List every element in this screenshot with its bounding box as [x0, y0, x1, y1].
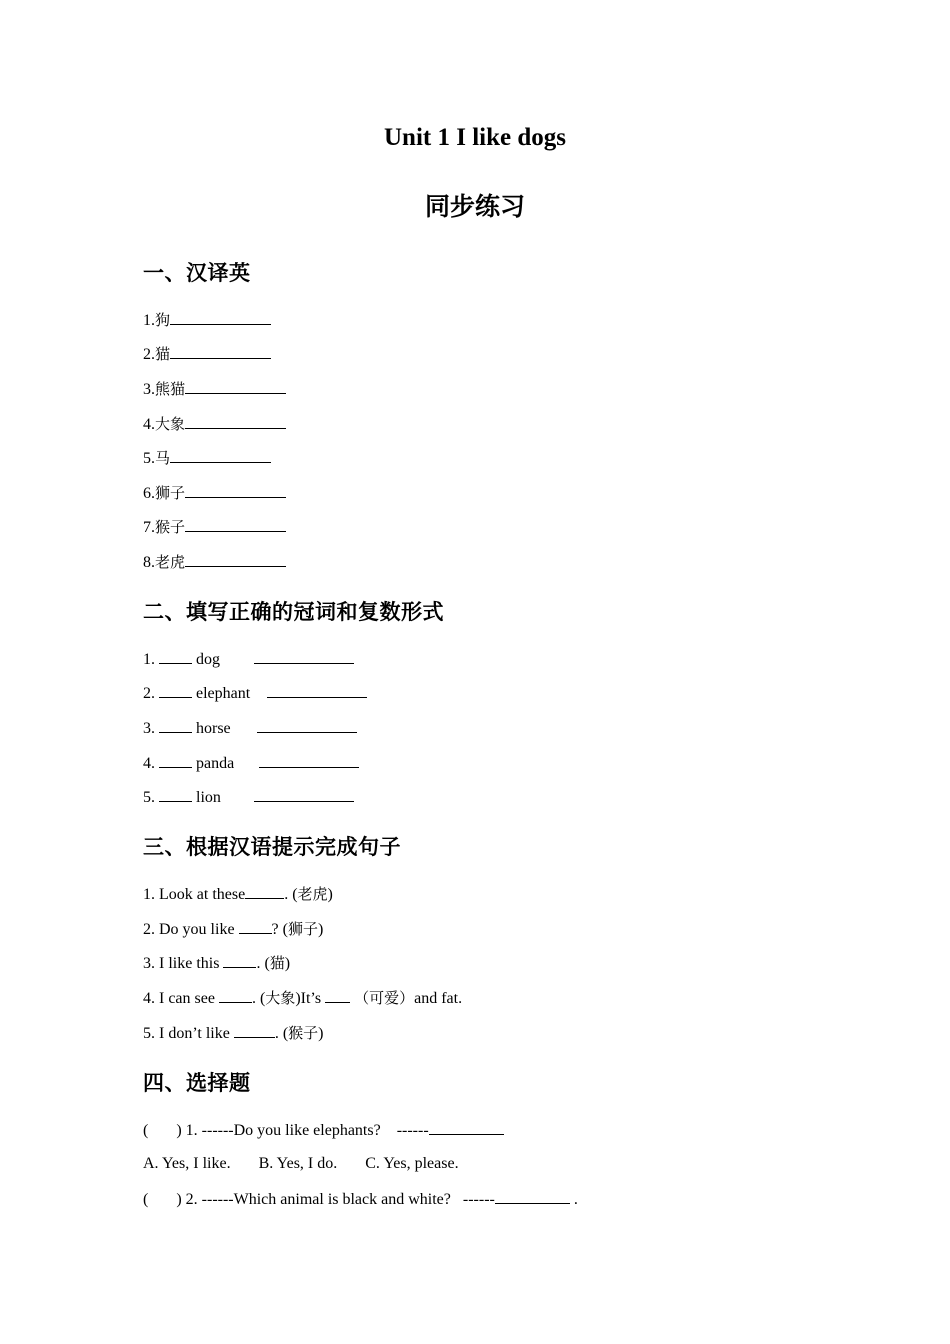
article-blank[interactable]: [159, 787, 192, 802]
section-heading-translate: 一、汉译英: [143, 261, 251, 285]
list-item: 1.狗: [143, 310, 271, 331]
answer-blank[interactable]: [170, 448, 271, 463]
article-blank[interactable]: [159, 718, 192, 733]
list-item: 5. lion: [143, 787, 354, 808]
section-heading-complete-sentences: 三、根据汉语提示完成句子: [143, 835, 401, 859]
list-item: 2.猫: [143, 344, 271, 365]
list-item: 3. horse: [143, 718, 357, 739]
plural-blank[interactable]: [254, 649, 354, 664]
plural-blank[interactable]: [259, 753, 359, 768]
section-heading-articles-plurals: 二、填写正确的冠词和复数形式: [143, 600, 444, 624]
answer-blank[interactable]: [219, 988, 252, 1003]
list-item: 4. I can see . (大象)It’s （可爱）and fat.: [143, 989, 463, 1007]
list-item: 1. dog: [143, 649, 354, 670]
answer-blank[interactable]: [325, 988, 350, 1003]
list-item: 6.狮子: [143, 483, 286, 504]
answer-blank[interactable]: [245, 884, 284, 899]
plural-blank[interactable]: [254, 787, 354, 802]
answer-blank[interactable]: [429, 1120, 504, 1135]
answer-blank[interactable]: [185, 517, 286, 532]
option-c[interactable]: C. Yes, please.: [365, 1155, 459, 1172]
answer-blank[interactable]: [223, 953, 256, 968]
answer-blank[interactable]: [185, 379, 286, 394]
question-1-options: [143, 1154, 459, 1174]
answer-blank[interactable]: [185, 483, 286, 498]
article-blank[interactable]: [159, 683, 192, 698]
list-item: 2. elephant: [143, 683, 367, 704]
answer-blank[interactable]: [170, 344, 271, 359]
list-item: 3.熊猫: [143, 379, 286, 400]
worksheet-title: Unit 1 I like dogs: [384, 124, 566, 151]
list-item: 5. I don’t like . (猴子): [143, 1024, 324, 1042]
list-item: 8.老虎: [143, 552, 286, 573]
answer-blank[interactable]: [185, 552, 286, 567]
plural-blank[interactable]: [257, 718, 357, 733]
answer-blank[interactable]: [495, 1189, 570, 1204]
list-item: 2. Do you like ? (狮子): [143, 920, 324, 938]
answer-blank[interactable]: [170, 310, 271, 325]
section-heading-multiple-choice: 四、选择题: [143, 1071, 251, 1095]
answer-blank[interactable]: [239, 919, 272, 934]
answer-blank[interactable]: [185, 414, 286, 429]
article-blank[interactable]: [159, 649, 192, 664]
list-item: 5.马: [143, 448, 271, 469]
answer-blank[interactable]: [234, 1023, 275, 1038]
list-item: 1. Look at these . (老虎): [143, 885, 333, 903]
worksheet-subtitle: 同步练习: [424, 192, 525, 221]
article-blank[interactable]: [159, 753, 192, 768]
question-1: ( ) 1. ------Do you like elephants? ------: [143, 1120, 504, 1141]
question-2: ( ) 2. ------Which animal is black and white? ------ .: [143, 1191, 578, 1208]
list-item: 4.大象: [143, 414, 286, 435]
list-item: 4. panda: [143, 753, 359, 774]
list-item: 7.猴子: [143, 517, 286, 538]
plural-blank[interactable]: [267, 683, 367, 698]
list-item: 3. I like this . (猫): [143, 954, 291, 972]
option-a[interactable]: A. Yes, I like.: [143, 1155, 231, 1172]
option-b[interactable]: B. Yes, I do.: [258, 1155, 338, 1172]
